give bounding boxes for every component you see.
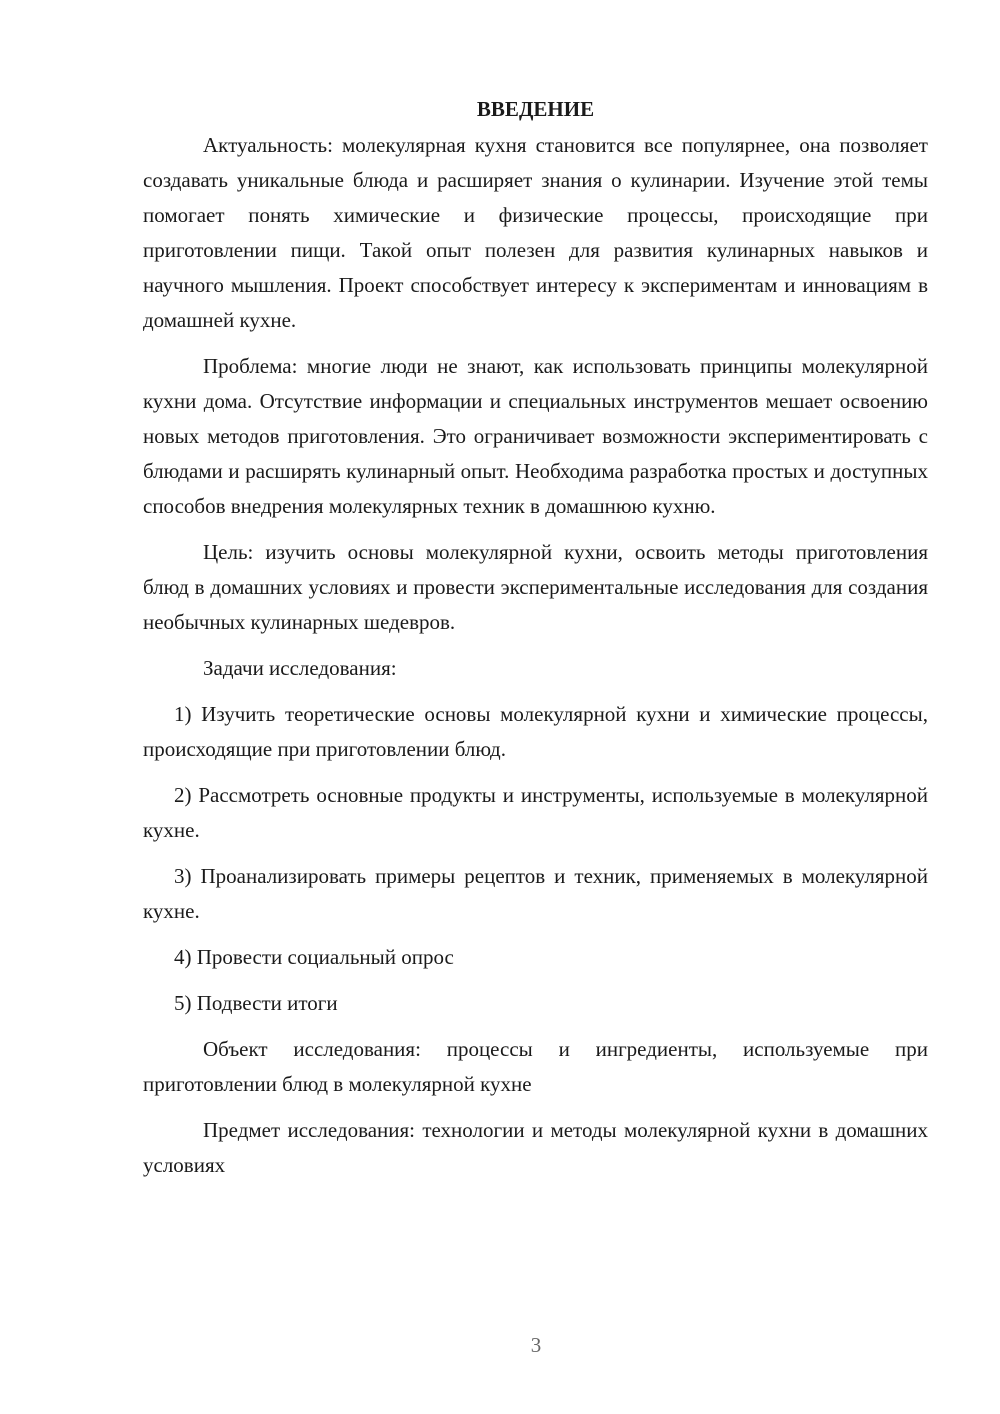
document-page (143, 92, 928, 1194)
goal-paragraph: Цель: изучить основы молекулярной кухни, освоить методы приготовления блюд в домашних условиях и провести экспериментальные исследования для создания необычных кулинарных шедевров. (143, 540, 928, 634)
list-item-task-5: 5) Подвести итоги (174, 991, 338, 1015)
subject-paragraph: Предмет исследования: технологии и методы молекулярной кухни в домашних условиях (143, 1118, 928, 1177)
section-heading: ВВЕДЕНИЕ (476, 97, 595, 121)
tasks-heading: Задачи исследования: (203, 656, 397, 680)
tasks-list (143, 697, 928, 1021)
relevance-paragraph: Актуальность: молекулярная кухня становится все популярнее, она позволяет создавать уникальные блюда и расширяет знания о кулинарии. Изучение этой темы помогает понять химические и физические процессы, происходящие при приготовлении пищи. Такой опыт полезен для развития кулинарных навыков и научного мышления. Проект способствует интересу к экспериментам и инновациям в домашней кухне. (143, 133, 928, 332)
list-item-task-2: 2) Рассмотреть основные продукты и инструменты, используемые в молекулярной кухне. (143, 783, 928, 842)
page-number: 3 (530, 1333, 542, 1357)
problem-paragraph: Проблема: многие люди не знают, как использовать принципы молекулярной кухни дома. Отсутствие информации и специальных инструментов мешает освоению новых методов приготовления. Это ограничивает возможности экспериментировать с блюдами и расширять кулинарный опыт. Необходима разработка простых и доступных способов внедрения молекулярных техник в домашнюю кухню. (143, 354, 928, 518)
list-item-task-3: 3) Проанализировать примеры рецептов и техник, применяемых в молекулярной кухне. (143, 864, 928, 923)
list-item-task-4: 4) Провести социальный опрос (174, 945, 454, 969)
list-item-task-1: 1) Изучить теоретические основы молекулярной кухни и химические процессы, происходящие при приготовлении блюд. (143, 702, 928, 761)
object-paragraph: Объект исследования: процессы и ингредиенты, используемые при приготовлении блюд в молекулярной кухне (143, 1037, 928, 1096)
